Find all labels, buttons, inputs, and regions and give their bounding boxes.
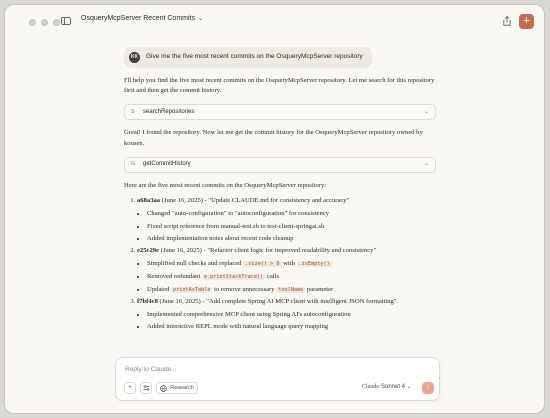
list-item — [147, 259, 436, 269]
detail-text: calls — [265, 272, 280, 280]
chevron-down-icon: ⌄ — [197, 16, 204, 22]
list-item: • Changed "auto-configuration" to "autoconfiguration" for consistency — [147, 209, 436, 219]
user-message — [124, 47, 372, 68]
reply-input[interactable]: Reply to Claude... — [125, 366, 177, 373]
list-item: • Fixed script reference from manual-test.sh to test-client-springai.sh — [147, 222, 436, 232]
tool-name: searchRepositories — [143, 108, 195, 115]
tool-call-get-commit-history[interactable] — [124, 157, 436, 173]
assistant-text: I'll help you find the five most recent commits on the OsqueryMcpServer repository. Let me search for this repository first and then get the commit history. — [124, 77, 435, 95]
commit-details — [137, 259, 436, 295]
inline-code: toolName — [278, 286, 304, 293]
detail-text: parameter — [305, 285, 334, 293]
share-icon[interactable] — [503, 16, 511, 26]
chevron-down-icon: ⌄ — [407, 384, 412, 390]
detail-text: Simplified null checks and replaced — [147, 260, 244, 268]
model-brand: Claude — [362, 384, 379, 390]
inline-code: e.printStackTrace() — [203, 273, 264, 280]
new-chat-button[interactable] — [519, 14, 534, 29]
sidebar-toggle-icon[interactable] — [61, 17, 71, 25]
detail-text: Removed redundant — [147, 272, 202, 280]
list-item — [147, 285, 436, 295]
model-selector[interactable] — [362, 384, 411, 390]
assistant-text: Great! I found the repository. Now let me get the commit history for the OsqueryMcpServer repository owned by kousen. — [124, 129, 423, 147]
attach-button[interactable] — [124, 382, 136, 394]
conversation-title: OsqueryMcpServer Recent Commits — [81, 15, 195, 22]
detail-text: Updated — [147, 285, 171, 293]
list-item: • Added interactive REPL mode with natural language query mapping — [147, 322, 436, 332]
commit-summary: (June 16, 2025) - "Add complete Spring AI MCP client with intelligent JSON formatting" — [157, 297, 397, 305]
chevron-down-icon: ⌄ — [423, 108, 429, 115]
chevron-down-icon: ⌄ — [423, 161, 429, 168]
list-item: • Added implementation notes about recent code cleanup — [147, 234, 436, 244]
inline-code: printAsTable — [173, 286, 211, 293]
detail-text: to remove unnecessary — [212, 285, 277, 293]
title-bar — [5, 5, 544, 37]
commit-summary: (June 16, 2025) - "Update CLAUDE.md for consistency and accuracy" — [160, 197, 350, 205]
plus-icon: + — [523, 15, 530, 27]
tool-call-search-repositories[interactable] — [124, 104, 436, 120]
commit-hash: f7bf4c8 — [137, 297, 158, 305]
zoom-window-button[interactable] — [53, 19, 60, 26]
sliders-icon — [143, 385, 150, 391]
conversation — [124, 47, 436, 333]
list-item — [137, 196, 436, 244]
list-item — [137, 246, 436, 294]
assistant-text: Here are the five most recent commits on the OsqueryMcpServer repository: — [124, 181, 327, 189]
inline-code: .isEmpty() — [298, 261, 330, 268]
tool-icon: S — [131, 108, 135, 115]
inline-code: .size() > 0 — [245, 261, 280, 268]
commit-details — [137, 310, 436, 333]
user-message-text: Give me the five most recent commits on the OsqueryMcpServer repository — [146, 53, 363, 61]
send-button[interactable] — [422, 382, 434, 394]
commit-details — [137, 209, 436, 245]
tools-button[interactable] — [140, 382, 152, 394]
conversation-title-menu[interactable] — [81, 15, 203, 22]
commit-hash: e25c29e — [137, 247, 159, 255]
minimize-window-button[interactable] — [41, 19, 48, 26]
list-item: • Implemented comprehensive MCP client using Spring AI's autoconfiguration — [147, 310, 436, 320]
detail-text: with — [281, 260, 297, 268]
model-name: Sonnet 4 — [381, 384, 406, 390]
globe-icon — [160, 385, 167, 392]
close-window-button[interactable] — [29, 19, 36, 26]
commit-list — [124, 196, 436, 332]
avatar: KK — [129, 52, 140, 63]
tool-icon: G — [131, 161, 135, 167]
plus-icon: + — [128, 385, 132, 391]
list-item — [137, 297, 436, 333]
list-item — [147, 272, 436, 282]
commit-summary: (June 16, 2025) - "Refactor client logic for improved readability and consistency" — [158, 247, 377, 255]
reply-composer[interactable] — [115, 357, 440, 401]
research-label: Research — [170, 385, 194, 391]
research-button[interactable] — [156, 382, 198, 394]
commit-hash: a68a3aa — [137, 197, 161, 205]
arrow-up-icon: ↑ — [426, 384, 430, 391]
tool-name: getCommitHistory — [143, 161, 191, 168]
app-window — [5, 5, 544, 413]
